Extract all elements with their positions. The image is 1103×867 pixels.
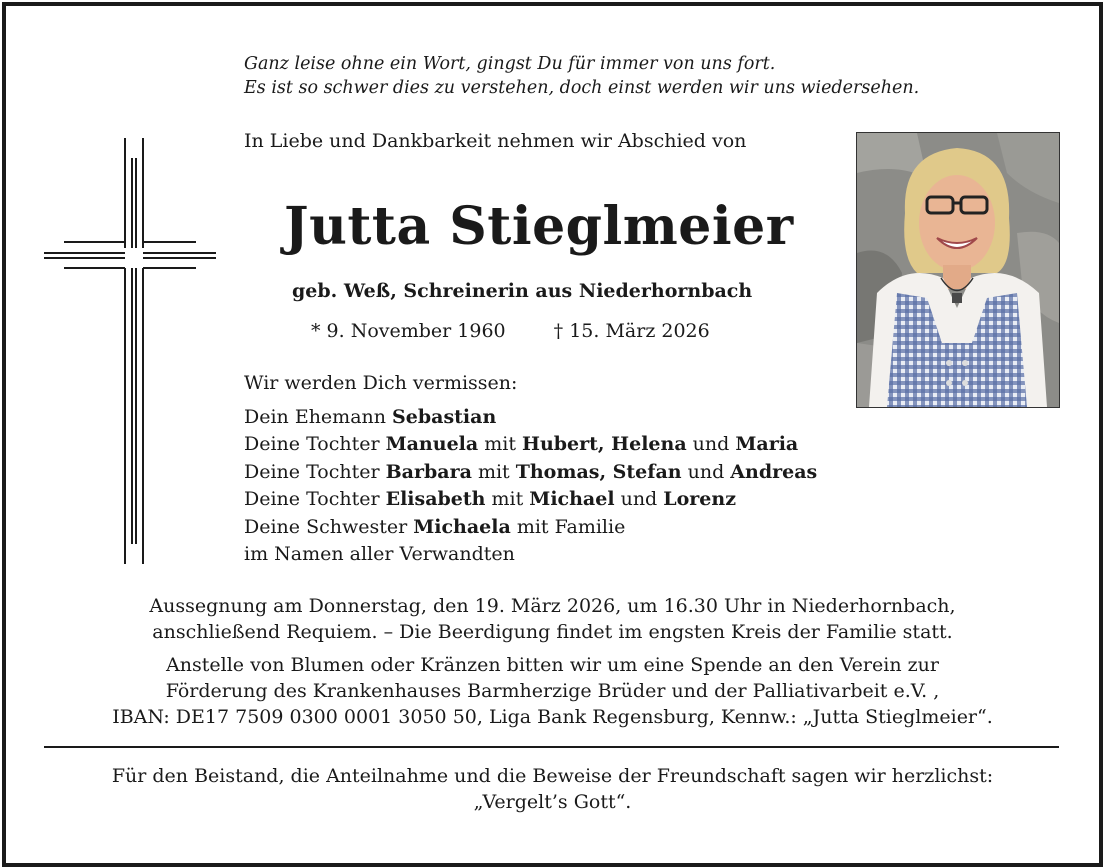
donation-info [6,652,1099,730]
thanks-line: Für den Beistand, die Anteilnahme und die Beweise der Freundschaft sagen wir herzlichst: [111,765,994,787]
deceased-name: Jutta Stieglmeier [284,196,794,257]
funeral-info [6,593,1099,645]
poem-line: Es ist so schwer dies zu verstehen, doch einst werden wir uns wiedersehen. [244,78,920,98]
poem-line: Ganz leise ohne ein Wort, gingst Du für immer von uns fort. [244,54,776,74]
family-line: Deine Tochter Elisabeth mit Michael und Lorenz [244,488,736,511]
cross-icon [36,132,216,564]
poem [244,52,919,100]
family-line: Deine Schwester Michaela mit Familie [244,515,626,538]
family-line: Deine Tochter Barbara mit Thomas, Stefan und Andreas [244,460,818,483]
divider [44,746,1059,748]
deceased-subtitle: geb. Weß, Schreinerin aus Niederhornbach [292,280,753,302]
thanks-info [6,763,1099,815]
funeral-line: anschließend Requiem. – Die Beerdigung findet im engsten Kreis der Familie statt. [152,621,953,643]
family-line: Dein Ehemann Sebastian [244,406,497,428]
family-list [244,404,817,568]
donation-line: Förderung des Krankenhauses Barmherzige Brüder und der Palliativarbeit e.V. , [165,680,940,702]
miss-text: Wir werden Dich vermissen: [244,372,518,394]
funeral-line: Aussegnung am Donnerstag, den 19. März 2026, um 16.30 Uhr in Niederhornbach, [149,595,956,617]
thanks-line: „Vergelt’s Gott“. [473,791,632,813]
intro-text: In Liebe und Dankbarkeit nehmen wir Abschied von [244,130,747,152]
death-date: † 15. März 2026 [553,320,710,342]
portrait-photo [856,132,1060,408]
family-line: im Namen aller Verwandten [244,543,515,566]
donation-line: Anstelle von Blumen oder Kränzen bitten wir um eine Spende an den Verein zur [166,654,939,676]
donation-line: IBAN: DE17 7509 0300 0001 3050 50, Liga Bank Regensburg, Kennw.: „Jutta Stieglmeier“. [112,706,993,728]
family-line: Deine Tochter Manuela mit Hubert, Helena und Maria [244,433,799,456]
obituary-notice [2,2,1103,867]
life-dates [311,320,710,342]
birth-date: * 9. November 1960 [311,320,506,342]
